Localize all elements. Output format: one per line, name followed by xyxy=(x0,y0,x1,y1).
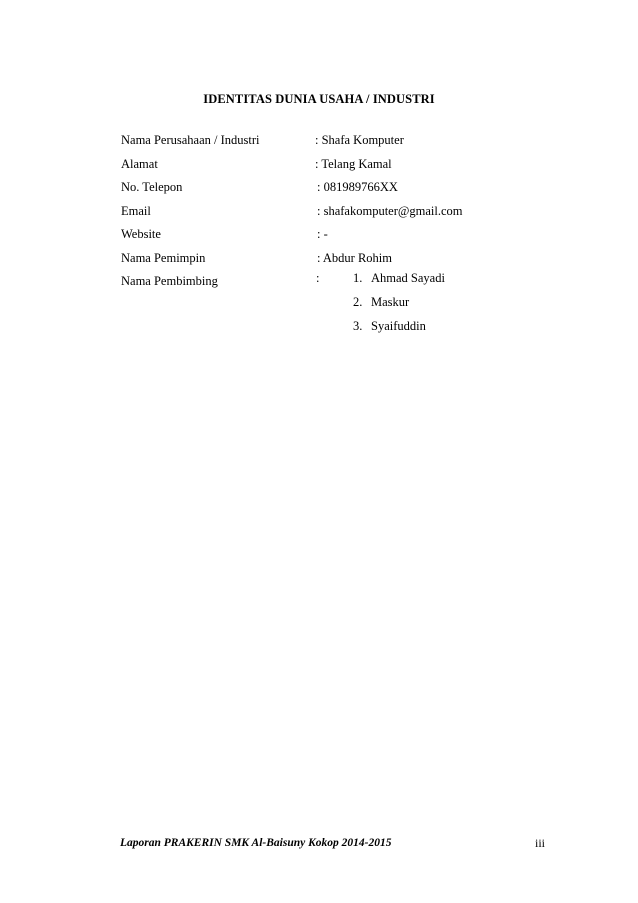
list-number: 1. xyxy=(353,271,363,285)
company-info-table xyxy=(121,129,541,294)
field-value: : - xyxy=(317,227,328,241)
supervisor-list xyxy=(353,266,445,338)
info-row-leader xyxy=(121,247,541,271)
field-label: Nama Perusahaan / Industri xyxy=(121,133,260,147)
field-label: No. Telepon xyxy=(121,180,183,194)
info-row-supervisor xyxy=(121,270,541,294)
field-value: : 081989766XX xyxy=(317,180,398,194)
supervisor-name: Maskur xyxy=(371,295,410,309)
info-row-phone xyxy=(121,176,541,200)
field-value: : Telang Kamal xyxy=(315,156,392,171)
info-row-email xyxy=(121,200,541,224)
field-label: Alamat xyxy=(121,156,158,171)
page-number: iii xyxy=(535,836,546,850)
supervisor-name: Syaifuddin xyxy=(371,319,426,333)
field-label: Nama Pemimpin xyxy=(121,250,206,265)
field-value: : Shafa Komputer xyxy=(315,133,404,147)
list-number: 2. xyxy=(353,295,363,309)
list-item xyxy=(353,314,445,338)
supervisor-colon: : xyxy=(316,271,320,285)
field-label: Website xyxy=(121,227,161,241)
field-label: Email xyxy=(121,203,151,218)
field-label: Nama Pembimbing xyxy=(121,274,218,288)
info-row-website xyxy=(121,223,541,247)
list-number: 3. xyxy=(353,319,363,333)
list-item xyxy=(353,266,445,290)
page-title: IDENTITAS DUNIA USAHA / INDUSTRI xyxy=(203,92,435,106)
footer-text: Laporan PRAKERIN SMK Al-Baisuny Kokop 2014-2015 xyxy=(120,837,392,849)
info-row-company-name xyxy=(121,129,541,153)
list-item xyxy=(353,290,445,314)
info-row-address xyxy=(121,153,541,177)
supervisor-name: Ahmad Sayadi xyxy=(371,271,445,285)
field-value: : shafakomputer@gmail.com xyxy=(317,203,463,218)
field-value: : Abdur Rohim xyxy=(317,250,393,265)
